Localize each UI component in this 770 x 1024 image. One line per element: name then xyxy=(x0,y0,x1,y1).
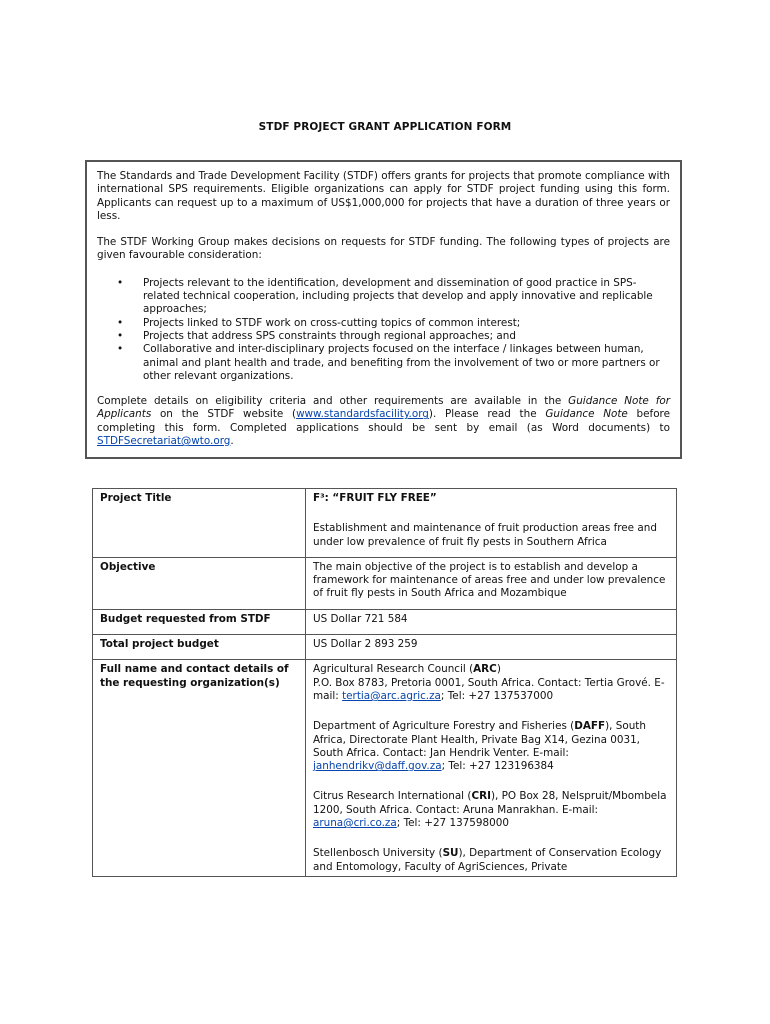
contact-daff: Department of Agriculture Forestry and Fisheries (DAFF), South Africa, Directorate Plant Health, Private Bag X14, Gezina 0031, South Africa. Contact: Jan Hendrik Venter. E-mail: janhendrikv@daff.gov.za; Tel: +27 123196384 xyxy=(313,720,646,773)
email-link[interactable]: tertia@arc.agric.za xyxy=(342,689,441,702)
bullet-icon: • xyxy=(117,329,124,342)
table-row xyxy=(93,609,677,634)
website-link[interactable]: www.standardsfacility.org xyxy=(296,408,429,421)
contact-su: Stellenbosch University (SU), Department of Conservation Ecology and Entomology, Faculty of AgriSciences, Private xyxy=(313,847,662,873)
budget-value: US Dollar 721 584 xyxy=(306,609,677,634)
email-link[interactable]: janhendrikv@daff.gov.za xyxy=(313,760,442,773)
list-item: • Projects linked to STDF work on cross-cutting topics of common interest; xyxy=(117,316,521,329)
project-title-cell xyxy=(306,489,677,558)
intro-paragraph-2: The STDF Working Group makes decisions on requests for STDF funding. The following types of projects are given favourable consideration: xyxy=(97,236,670,262)
table-row xyxy=(93,489,677,558)
criteria-list xyxy=(97,277,670,383)
total-budget-label: Total project budget xyxy=(93,635,306,660)
contacts-label: Full name and contact details of the requesting organization(s) xyxy=(93,660,306,877)
bullet-icon: • xyxy=(117,343,124,356)
intro-paragraph-1: The Standards and Trade Development Facility (STDF) offers grants for projects that promote compliance with international SPS requirements. Eligible organizations can apply for STDF project funding using this form. Applicants can request up to a maximum of US$1,000,000 for projects that have a duration of three years or less. xyxy=(97,170,670,222)
list-item: • Projects relevant to the identification, development and dissemination of good practice in SPS-related technical cooperation, including projects that develop and apply innovative and replicable approaches; xyxy=(117,276,653,316)
project-subtitle: Establishment and maintenance of fruit production areas free and under low prevalence of fruit fly pests in Southern Africa xyxy=(313,522,657,548)
guidance-note-ref-2: Guidance Note xyxy=(545,408,628,421)
project-title-label: Project Title xyxy=(93,489,306,558)
guidance-note-ref: Guidance Note for Applicants xyxy=(97,395,670,421)
list-item: • Collaborative and inter-disciplinary projects focused on the interface / linkages between human, animal and plant health and trade, and benefiting from the involvement of two or more partners or other relevant organizations. xyxy=(117,343,660,382)
contacts-cell xyxy=(306,660,677,877)
bullet-icon: • xyxy=(117,276,124,289)
total-budget-value: US Dollar 2 893 259 xyxy=(306,635,677,660)
intro-paragraph-3: Complete details on eligibility criteria and other requirements are available in the Guidance Note for Applicants on the STDF website (www.standardsfacility.org). Please read the Guidance Note before completing this form. Completed applications should be sent by email (as Word documents) to STDFSecretariat@wto.org. xyxy=(97,395,670,448)
table-row xyxy=(93,660,677,877)
bullet-icon: • xyxy=(117,316,124,329)
grant-summary-table xyxy=(92,488,677,877)
budget-label: Budget requested from STDF xyxy=(93,609,306,634)
email-link[interactable]: aruna@cri.co.za xyxy=(313,817,397,830)
objective-label: Objective xyxy=(93,557,306,609)
table-row xyxy=(93,635,677,660)
objective-value: The main objective of the project is to establish and develop a framework for maintenance of areas free and under low prevalence of fruit fly pests in South Africa and Mozambique xyxy=(306,557,677,609)
table-row xyxy=(93,557,677,609)
contact-arc: Agricultural Research Council (ARC) P.O. Box 8783, Pretoria 0001, South Africa. Contact: Tertia Grové. E-mail: tertia@arc.agric.za; Tel: +27 137537000 xyxy=(313,663,665,702)
project-title: F³: “FRUIT FLY FREE” xyxy=(313,492,437,504)
secretariat-email-link[interactable]: STDFSecretariat@wto.org xyxy=(97,435,231,448)
list-item: • Projects that address SPS constraints through regional approaches; and xyxy=(117,329,516,342)
contact-cri: Citrus Research International (CRI), PO Box 28, Nelspruit/Mbombela 1200, South Africa. Contact: Aruna Manrakhan. E-mail: aruna@cri.co.za; Tel: +27 137598000 xyxy=(313,790,667,830)
intro-box xyxy=(85,160,682,459)
page-title: STDF PROJECT GRANT APPLICATION FORM xyxy=(258,121,512,133)
